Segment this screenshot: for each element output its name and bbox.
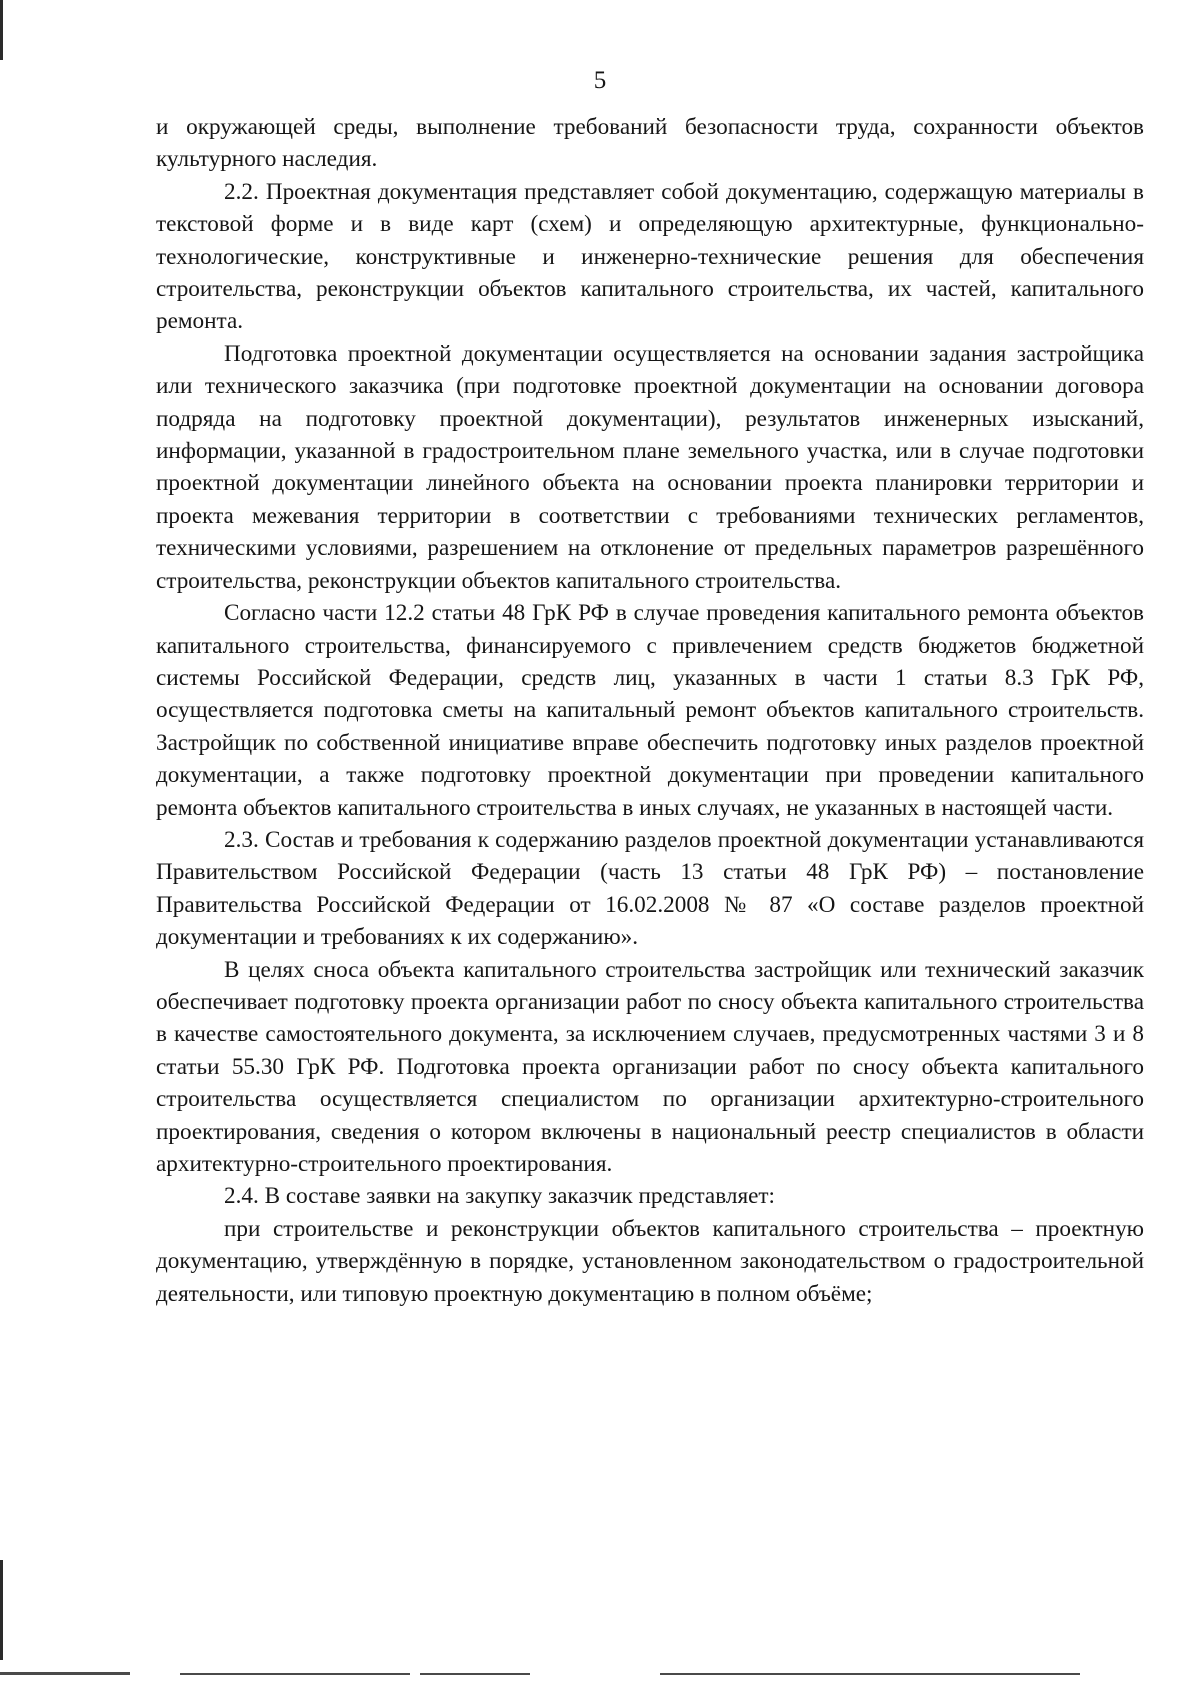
paragraph: и окружающей среды, выполнение требований безопасности труда, сохранности объектов культурного наследия. <box>156 114 1144 173</box>
scan-bottom-line <box>180 1673 410 1675</box>
page-number: 5 <box>593 67 607 94</box>
scan-bottom-line <box>0 1672 130 1675</box>
paragraph: 2.3. Состав и требования к содержанию разделов проектной документации устанавливаются Правительством Российской Федерации (часть 13 статьи 48 ГрК РФ) – постановление Правительства Российской Федерации от 16.02.2008 № 87 «О составе разделов проектной документации и требованиях к их содержанию». <box>156 826 1144 951</box>
paragraph: 2.2. Проектная документация представляет собой документацию, содержащую материалы в текстовой форме и в виде карт (схем) и определяющую архитектурные, функционально-технологические, конструктивные и инженерно-технические решения для обеспечения строительства, реконструкции объектов капитального строительства, их частей, капитального ремонта. <box>156 178 1144 335</box>
paragraph: Подготовка проектной документации осуществляется на основании задания застройщика или технического заказчика (при подготовке проектной документации на основании договора подряда на подготовку проектной документации), результатов инженерных изысканий, информации, указанной в градостроительном плане земельного участка, или в случае подготовки проектной документации линейного объекта на основании проекта планировки территории и проекта межевания территории в соответствии с требованиями технических регламентов, техническими условиями, разрешением на отклонение от предельных параметров разрешённого строительства, реконструкции объектов капитального строительства. <box>156 340 1144 594</box>
scan-edge-bottom <box>0 1560 3 1660</box>
scan-bottom-line <box>420 1673 530 1675</box>
document-body <box>156 111 1144 1310</box>
paragraph: В целях сноса объекта капитального строительства застройщик или технический заказчик обеспечивает подготовку проекта организации работ по сносу объекта капитального строительства в качестве самостоятельного документа, за исключением случаев, предусмотренных частями 3 и 8 статьи 55.30 ГрК РФ. Подготовка проекта организации работ по сносу объекта капитального строительства осуществляется специалистом по организации архитектурно-строительного проектирования, сведения о котором включены в национальный реестр специалистов в области архитектурно-строительного проектирования. <box>156 956 1144 1177</box>
paragraph: 2.4. В составе заявки на закупку заказчик представляет: <box>224 1183 775 1210</box>
paragraph: при строительстве и реконструкции объектов капитального строительства – проектную документацию, утверждённую в порядке, установленном законодательством о градостроительной деятельности, или типовую проектную документацию в полном объёме; <box>156 1215 1144 1307</box>
paragraph: Согласно части 12.2 статьи 48 ГрК РФ в случае проведения капитального ремонта объектов капитального строительства, финансируемого с привлечением средств бюджетов бюджетной системы Российской Федерации, средств лиц, указанных в части 1 статьи 8.3 ГрК РФ, осуществляется подготовка сметы на капитальный ремонт объектов капитального строительств. Застройщик по собственной инициативе вправе обеспечить подготовку иных разделов проектной документации, а также подготовку проектной документации при проведении капитального ремонта объектов капитального строительства в иных случаях, не указанных в настоящей части. <box>156 600 1144 821</box>
scan-edge-top <box>0 0 3 60</box>
scan-bottom-line <box>660 1673 1080 1675</box>
